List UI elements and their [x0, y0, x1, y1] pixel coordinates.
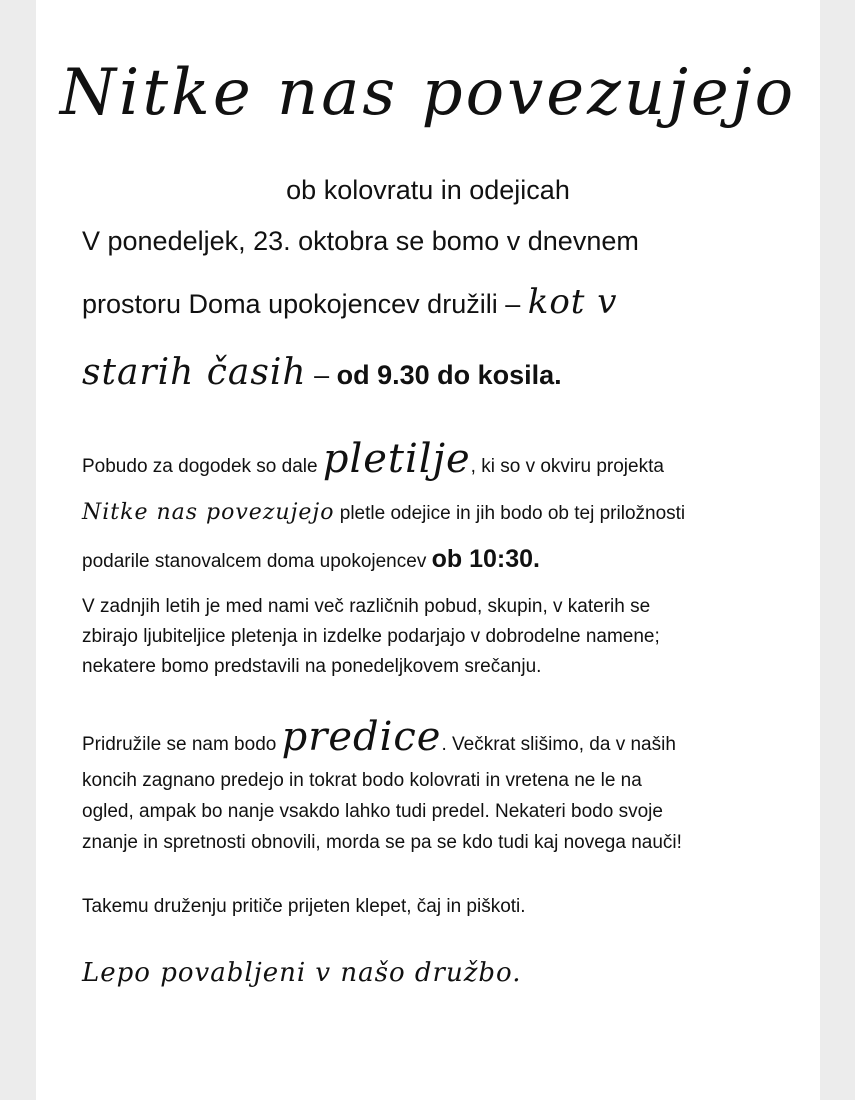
para3-line-2	[82, 770, 642, 792]
para-text: koncih zagnano predejo in tokrat bodo kolovrati in vretena ne le na	[82, 770, 642, 791]
para-text: Takemu druženju pritiče prijeten klepet, čaj in piškoti.	[82, 896, 526, 917]
para2-line-2	[82, 626, 660, 648]
para-text: , ki so v okviru projekta	[470, 456, 664, 477]
flyer-title: Nitke nas povezujejo	[59, 56, 797, 130]
para4-line	[82, 896, 526, 918]
intro-dash: –	[306, 360, 337, 390]
flyer-subtitle: ob kolovratu in odejicah	[286, 175, 570, 205]
para-text: ogled, ampak bo nanje vsakdo lahko tudi predel. Nekateri bodo svoje	[82, 801, 663, 822]
para3-line-3	[82, 801, 663, 823]
para-text: nekatere bomo predstavili na ponedeljkovem srečanju.	[82, 656, 542, 677]
para2-line-1	[82, 596, 650, 618]
gift-time: ob 10:30.	[431, 545, 540, 573]
para-text: Pridružile se nam bodo	[82, 734, 282, 755]
para1-line-2	[82, 500, 685, 525]
para-text: podarile stanovalcem doma upokojencev	[82, 551, 432, 572]
knitters-word: pletilje	[322, 436, 471, 482]
para1-line-1	[82, 436, 664, 482]
event-time: od 9.30 do kosila.	[336, 360, 562, 390]
closing-invitation: Lepo povabljeni v našo družbo.	[82, 958, 522, 988]
spinners-word: predice	[281, 714, 442, 760]
para2-line-3	[82, 656, 541, 678]
intro-line-1	[82, 226, 639, 257]
para-text: znanje in spretnosti obnovili, morda se pa se kdo tudi kaj novega nauči!	[82, 832, 682, 853]
para-text: . Večkrat slišimo, da v naših	[441, 734, 676, 755]
intro-script-text: kot v	[527, 282, 618, 322]
project-name: Nitke nas povezujejo	[82, 500, 335, 525]
para3-line-1	[82, 714, 676, 760]
intro-text: prostoru Doma upokojencev družili –	[82, 289, 528, 319]
para3-line-4	[82, 832, 682, 854]
intro-line-3	[82, 352, 562, 393]
para-text: Pobudo za dogodek so dale	[82, 456, 323, 477]
para1-line-3	[82, 545, 540, 574]
intro-line-2	[82, 282, 618, 322]
para-text: pletle odejice in jih bodo ob tej priložnosti	[334, 503, 686, 524]
para-text: zbirajo ljubiteljice pletenja in izdelke podarjajo v dobrodelne namene;	[82, 626, 660, 647]
intro-script-text: starih časih	[82, 352, 307, 393]
intro-text: V ponedeljek, 23. oktobra se bomo v dnevnem	[82, 226, 639, 256]
para-text: V zadnjih letih je med nami več različnih pobud, skupin, v katerih se	[82, 596, 651, 617]
flyer-page	[36, 0, 820, 1100]
